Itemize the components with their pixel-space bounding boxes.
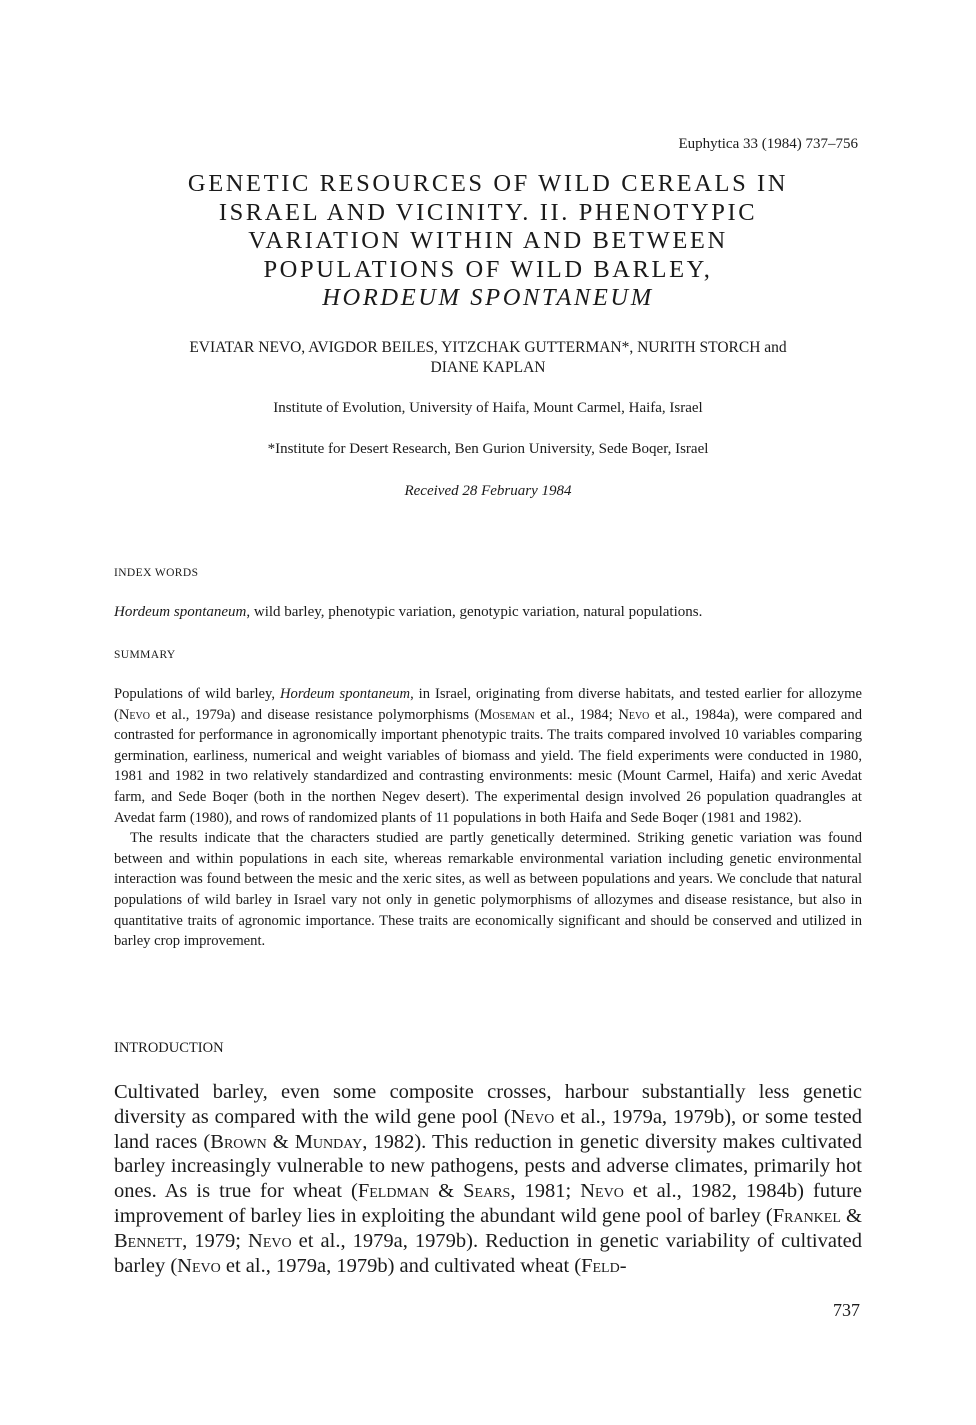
title-line: VARIATION WITHIN AND BETWEEN xyxy=(248,227,728,254)
summary-paragraph: The results indicate that the characters studied are partly genetically determined. Striking genetic variation was found between and within populations in each site, whereas remarkable environmental variation including genetic environmental interaction was found between the mesic and the xeric sites, as well as between populations and years. We conclude that natural populations of wild barley in Israel vary not only in genetic polymorphisms of allozymes and disease resistance, but also in quantitative traits of agronomic importance. These traits are economically significant and should be conserved and utilized in barley crop improvement. xyxy=(114,830,862,950)
summary-heading: SUMMARY xyxy=(114,649,176,661)
title-species: HORDEUM SPONTANEUM xyxy=(322,284,654,311)
author-line: EVIATAR NEVO, AVIGDOR BEILES, YITZCHAK GUTTERMAN*, NURITH STORCH and xyxy=(189,339,787,356)
author-line: DIANE KAPLAN xyxy=(430,359,546,376)
affiliation-secondary: *Institute for Desert Research, Ben Gurion University, Sede Boqer, Israel xyxy=(267,441,709,457)
paper-title xyxy=(110,170,866,313)
title-line: POPULATIONS OF WILD BARLEY, xyxy=(263,255,713,283)
introduction-body xyxy=(114,1080,862,1278)
received-date: Received 28 February 1984 xyxy=(404,483,572,499)
summary-body xyxy=(114,684,862,952)
index-words-text: , wild barley, phenotypic variation, genotypic variation, natural populations. xyxy=(246,604,703,620)
journal-reference: Euphytica 33 (1984) 737–756 xyxy=(678,136,858,152)
index-words xyxy=(114,604,702,621)
author-list xyxy=(110,338,866,378)
title-line: GENETIC RESOURCES OF WILD CEREALS IN xyxy=(187,170,789,197)
title-line: ISRAEL AND VICINITY. II. PHENOTYPIC xyxy=(218,198,758,226)
affiliation-primary: Institute of Evolution, University of Haifa, Mount Carmel, Haifa, Israel xyxy=(273,400,703,416)
introduction-heading: INTRODUCTION xyxy=(114,1040,224,1056)
page-number: 737 xyxy=(833,1300,860,1320)
introduction-paragraph: Cultivated barley, even some composite crosses, harbour substantially less genetic diversity as compared with the wild gene pool (Nevo et al., 1979a, 1979b), or some tested land races (Brown & Munday, 1982). This reduction in genetic diversity makes cultivated barley increasingly vulnerable to new pathogens, pests and adverse climates, primarily hot ones. As is true for wheat (Feldman & Sears, 1981; Nevo et al., 1982, 1984b) future improvement of barley lies in exploiting the abundant wild gene pool of barley (Frankel & Bennett, 1979; Nevo et al., 1979a, 1979b). Reduction in genetic variability of cultivated barley (Nevo et al., 1979a, 1979b) and cultivated wheat (Feld- xyxy=(114,1081,862,1277)
index-words-species: Hordeum spontaneum xyxy=(114,604,247,620)
index-words-heading: INDEX WORDS xyxy=(114,567,199,579)
summary-paragraph: Populations of wild barley, Hordeum spontaneum, in Israel, originating from diverse habitats, and tested earlier for allozyme (Nevo et al., 1979a) and disease resistance polymorphisms (Moseman et al., 1984; Nevo et al., 1984a), were compared and contrasted for performance in agronomically important phenotypic traits. The traits compared involved 10 variables comparing germination, earliness, numerical and weight variables of biomass and yield. The field experiments were conducted in 1980, 1981 and 1982 in two relatively standardized and contrasting environments: mesic (Mount Carmel, Haifa) and xeric Avedat farm, and Sede Boqer (both in the northen Negev desert). The experimental design involved 26 population quadrangles at Avedat farm (1980), and rows of randomized plants of 11 populations in both Haifa and Sede Boqer (1981 and 1982). xyxy=(114,686,863,826)
